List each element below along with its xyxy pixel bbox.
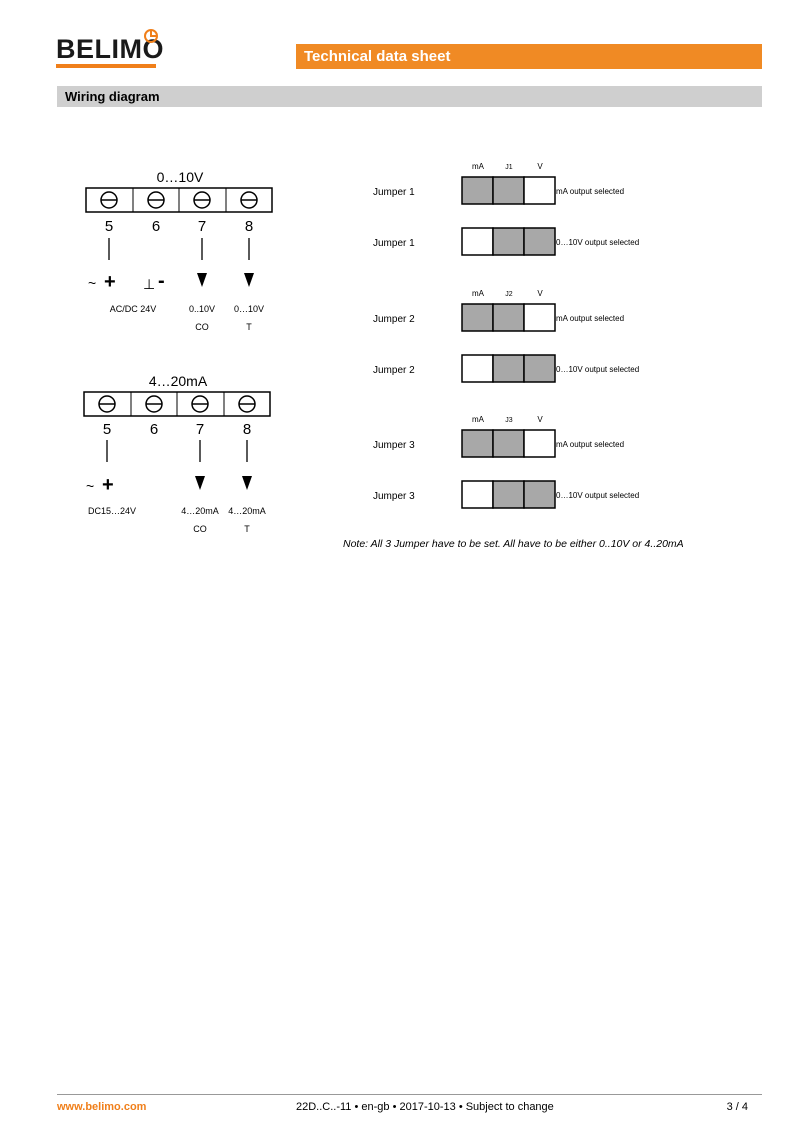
signal-arrow-icon [244, 273, 254, 287]
jumper-note: Note: All 3 Jumper have to be set. All have to be either 0..10V or 4..20mA [343, 538, 684, 550]
belimo-logo: BELIMO [56, 34, 164, 64]
terminal-number: 8 [244, 218, 254, 235]
jumper-label: Jumper 3 [373, 440, 415, 451]
jumper-pin-bridged [524, 481, 555, 508]
jumper-pin-open [524, 430, 555, 457]
plus-icon: + [102, 474, 114, 496]
footer-website-link[interactable]: www.belimo.com [57, 1101, 147, 1113]
jumper-pin-bridged [493, 304, 524, 331]
screw-terminal-icon [101, 192, 117, 208]
jumper-label: Jumper 2 [373, 365, 415, 376]
jumper-pin-bridged [493, 430, 524, 457]
signal-arrow-icon [197, 273, 207, 287]
jumper-id-label: J2 [505, 291, 513, 298]
screw-terminal-icon [146, 396, 162, 412]
document-title: Technical data sheet [296, 44, 762, 69]
jumper-pin-bridged [462, 177, 493, 204]
co-sublabel: CO [195, 322, 209, 332]
jumper-label: Jumper 3 [373, 491, 415, 502]
jumper-id-label: J3 [505, 417, 513, 424]
terminal-number: 8 [242, 421, 252, 438]
jumper-row [373, 430, 624, 457]
ground-icon: ⊥ [143, 276, 156, 292]
terminal-number: 6 [149, 421, 159, 438]
jumper-pin-bridged [462, 304, 493, 331]
screw-terminal-icon [148, 192, 164, 208]
jumper-pin-bridged [524, 228, 555, 255]
jumper-pin-bridged [524, 355, 555, 382]
terminal-block-4-20ma [84, 373, 270, 534]
screw-terminal-icon [99, 396, 115, 412]
jumper-label: Jumper 1 [373, 238, 415, 249]
terminal-number: 7 [195, 421, 205, 438]
ma-column-label: mA [472, 162, 484, 171]
signal-arrow-icon [195, 476, 205, 490]
jumper-header-j2 [472, 289, 543, 298]
co-signal-label: 4…20mA [181, 506, 219, 516]
jumper-row [373, 481, 639, 508]
co-signal-label: 0..10V [188, 304, 216, 314]
terminal-number: 6 [151, 218, 161, 235]
jumper-pin-open [462, 481, 493, 508]
jumper-pin-open [524, 304, 555, 331]
jumper-description: mA output selected [556, 187, 625, 196]
jumper-label: Jumper 1 [373, 187, 415, 198]
plus-icon: + [104, 271, 116, 293]
v-column-label: V [537, 162, 543, 171]
jumper-id-label: J1 [505, 164, 513, 171]
ma-column-label: mA [472, 289, 484, 298]
jumper-label: Jumper 2 [373, 314, 415, 325]
ac-tilde-icon: ~ [86, 478, 95, 494]
jumper-row [373, 355, 639, 382]
section-title: Wiring diagram [57, 86, 762, 107]
jumper-pin-bridged [493, 228, 524, 255]
jumper-pin-bridged [493, 177, 524, 204]
footer-divider [57, 1094, 762, 1095]
v-column-label: V [537, 415, 543, 424]
screw-terminal-icon [192, 396, 208, 412]
t-signal-label: 0…10V [233, 304, 265, 314]
jumper-pin-open [462, 355, 493, 382]
t-signal-label: 4…20mA [228, 506, 266, 516]
jumper-header-j1 [472, 162, 543, 171]
t-sublabel: T [246, 322, 252, 332]
screw-terminal-icon [239, 396, 255, 412]
co-sublabel: CO [193, 524, 207, 534]
terminal-number: 5 [104, 218, 114, 235]
screw-terminal-icon [194, 192, 210, 208]
jumper-description: mA output selected [556, 314, 625, 323]
jumper-description: 0…10V output selected [556, 238, 640, 247]
jumper-description: mA output selected [556, 440, 625, 449]
signal-arrow-icon [242, 476, 252, 490]
jumper-pin-bridged [493, 355, 524, 382]
jumper-description: 0…10V output selected [556, 491, 640, 500]
ma-column-label: mA [472, 415, 484, 424]
jumper-pin-open [462, 228, 493, 255]
jumper-pin-bridged [493, 481, 524, 508]
footer-document-info: 22D..C..-11 • en-gb • 2017-10-13 • Subject to change [296, 1101, 554, 1113]
terminal-block-title: 4…20mA [148, 373, 208, 389]
terminal-number: 7 [197, 218, 207, 235]
terminal-block-title: 0…10V [156, 169, 204, 185]
jumper-pin-bridged [462, 430, 493, 457]
page-number: 3 / 4 [726, 1101, 748, 1113]
power-label: AC/DC 24V [109, 304, 157, 314]
jumper-row [373, 177, 624, 204]
jumper-description: 0…10V output selected [556, 365, 640, 374]
minus-icon: - [158, 270, 165, 292]
jumper-header-j3 [472, 415, 543, 424]
screw-terminal-icon [241, 192, 257, 208]
power-label: DC15…24V [87, 506, 137, 516]
jumper-row [373, 304, 624, 331]
ac-tilde-icon: ~ [88, 275, 97, 291]
jumper-row [373, 228, 639, 255]
terminal-number: 5 [102, 421, 112, 438]
terminal-block-0-10v [86, 169, 272, 332]
t-sublabel: T [244, 524, 250, 534]
v-column-label: V [537, 289, 543, 298]
jumper-pin-open [524, 177, 555, 204]
